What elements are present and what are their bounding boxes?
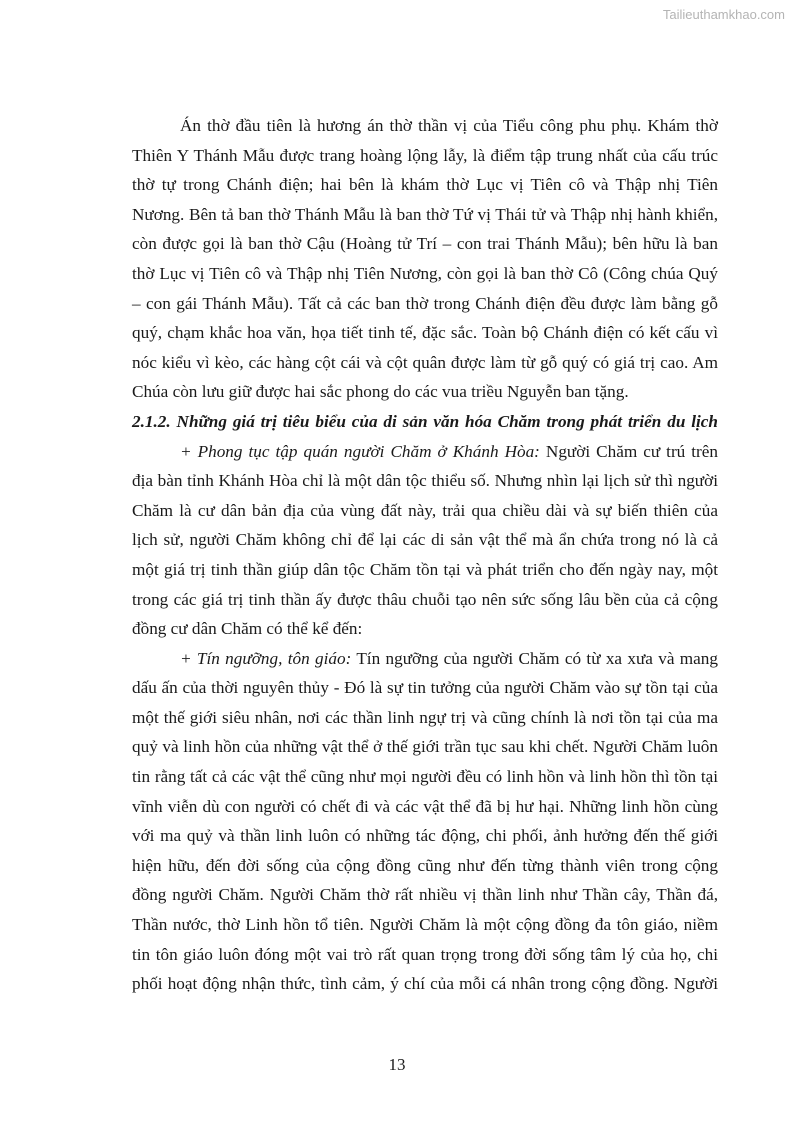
text-line: địa bàn tỉnh Khánh Hòa chỉ là một dân tộc thiểu số. Nhưng nhìn lại lịch sử thì người — [132, 471, 718, 491]
paragraph-lead: + Phong tục tập quán người Chăm ở Khánh Hòa: — [180, 441, 540, 461]
text-line: nóc kiểu vì kèo, các hàng cột cái và cột quân được làm từ gỗ quý có giá trị cao. Am — [132, 352, 718, 372]
text-line: đồng cư dân Chăm có thể kể đến: — [132, 619, 363, 639]
text-line: lịch sử, người Chăm không chỉ để lại các di sản vật thể mà ẩn chứa trong nó là cả — [132, 530, 718, 550]
text-line: còn được gọi là ban thờ Cậu (Hoàng tử Trí – con trai Thánh Mẫu); bên hữu là ban — [132, 234, 718, 254]
text-line: một giá trị tinh thần giúp dân tộc Chăm tồn tại và phát triển cho đến ngày nay, một — [132, 559, 718, 579]
text-line: quý, chạm khắc hoa văn, họa tiết tinh tế, đặc sắc. Toàn bộ Chánh điện có kết cấu vì — [132, 323, 718, 343]
text-line — [132, 437, 718, 467]
text-line: quỷ và linh hồn của những vật thể ở thế giới trần tục sau khi chết. Người Chăm luôn — [132, 737, 718, 757]
watermark: Tailieuthamkhao.com — [662, 7, 785, 22]
paragraph-lead-rest: Tín ngưỡng của người Chăm có từ xa xưa và mang — [351, 648, 718, 668]
text-line: tin tôn giáo luôn đóng một vai trò rất quan trọng trong đời sống tâm lý của họ, chi — [132, 944, 718, 964]
text-line: dấu ấn của thời nguyên thủy - Đó là sự tin tưởng của người Chăm vào sự tồn tại của — [132, 678, 718, 698]
text-line: đồng người Chăm. Người Chăm thờ rất nhiều vị thần linh như Thần cây, Thần đá, — [132, 885, 718, 905]
text-line: – con gái Thánh Mẫu). Tất cả các ban thờ trong Chánh điện đều được làm bằng gỗ — [132, 293, 718, 313]
text-line: hiện hữu, đến đời sống của cộng đồng cũng như đến từng thành viên trong cộng — [132, 855, 718, 875]
page-number: 13 — [388, 1055, 406, 1074]
text-line: Chăm là cư dân bản địa của vùng đất này, trải qua chiều dài và sự biến thiên của — [132, 500, 718, 520]
paragraph-beliefs-religion — [132, 644, 718, 999]
text-line: trong các giá trị tinh thần ấy được thâu chuỗi tạo nên sức sống lâu bền của cả cộng — [132, 589, 718, 609]
text-line: thờ tự trong Chánh điện; hai bên là khám thờ Lục vị Tiên cô và Thập nhị Tiên — [132, 175, 718, 195]
section-heading-text: 2.1.2. Những giá trị tiêu biểu của di sản văn hóa Chăm trong phát triển du lịch — [132, 411, 718, 431]
text-line: vĩnh viễn dù con người có chết đi và các vật thể đã bị hư hại. Những linh hồn cùng — [132, 796, 718, 816]
text-line: Thần nước, thờ Linh hồn tổ tiên. Người Chăm là một cộng đồng đa tôn giáo, niềm — [132, 915, 718, 935]
text-line: Nương. Bên tả ban thờ Thánh Mẫu là ban thờ Tứ vị Thái tử và Thập nhị hành khiển, — [132, 204, 718, 224]
paragraph-lead-rest: Người Chăm cư trú trên — [539, 441, 719, 461]
text-line: Án thờ đầu tiên là hương án thờ thần vị của Tiểu công phu phụ. Khám thờ — [180, 116, 718, 135]
text-line: phối hoạt động nhận thức, tình cảm, ý chí của mỗi cá nhân trong cộng đồng. Người — [132, 974, 718, 994]
paragraph-lead: + Tín ngưỡng, tôn giáo: — [180, 648, 352, 668]
text-line — [132, 644, 718, 674]
section-heading — [132, 407, 718, 437]
paragraph-customs — [132, 437, 718, 644]
text-line: với ma quỷ và thần linh luôn có những tác động, chi phối, ảnh hưởng đến thế giới — [132, 826, 718, 846]
paragraph-altar-description — [132, 111, 718, 407]
text-line: Chúa còn lưu giữ được hai sắc phong do các vua triều Nguyễn ban tặng. — [132, 382, 629, 402]
text-line: Thiên Y Thánh Mẫu được trang hoàng lộng lẫy, là điểm tập trung nhất của cấu trúc — [132, 145, 718, 165]
text-line: tin rằng tất cả các vật thể cũng như mọi người đều có linh hồn và linh hồn thì tồn tại — [132, 767, 718, 787]
text-line: một thế giới siêu nhân, nơi các thần linh ngự trị và cũng chính là nơi tồn tại của ma — [132, 707, 718, 727]
body-text — [132, 111, 718, 999]
text-line: thờ Lục vị Tiên cô và Thập nhị Tiên Nương, còn gọi là ban thờ Cô (Công chúa Quý — [132, 263, 718, 283]
